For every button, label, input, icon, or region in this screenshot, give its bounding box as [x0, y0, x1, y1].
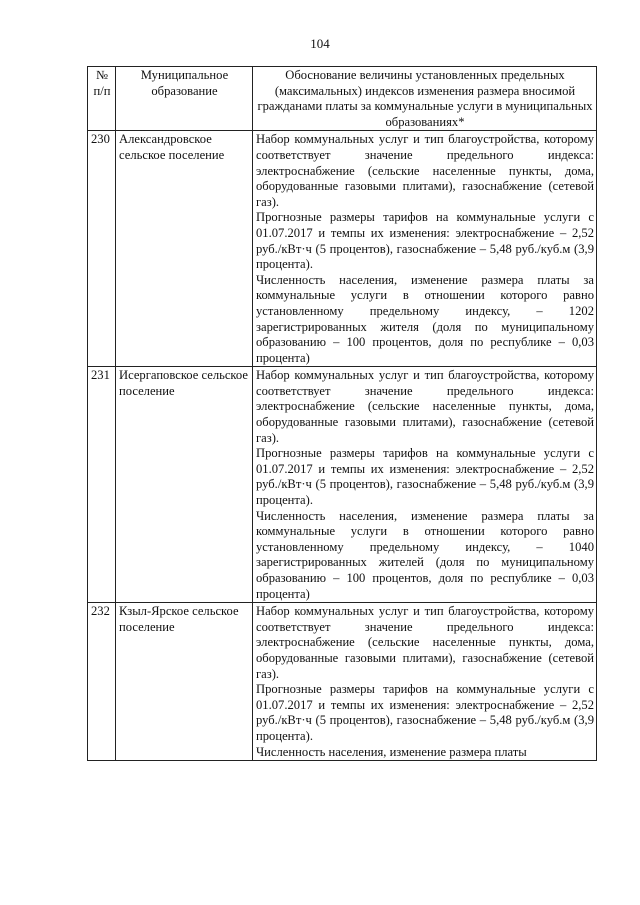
rationale-tariffs: Прогнозные размеры тарифов на коммунальные услуги с 01.07.2017 и темпы их изменения: электроснабжение – 2,52 руб./кВт·ч (5 процентов), газоснабжение – 5,48 руб./куб.м (3,9 процента). — [256, 446, 594, 508]
rationale-population: Численность населения, изменение размера платы за коммунальные услуги в отношении которого равно установленному предельному индексу, – 1040 зарегистрированных жителей (доля по муниципальному образованию – 100 процентов, доля по республике – 0,03 процента) — [256, 508, 594, 601]
rationale-services: Набор коммунальных услуг и тип благоустройства, которому соответствует значение предельного индекса: электроснабжение (сельские населенные пункты, дома, оборудованные газовыми плитами), газоснабжение (сетевой газ). — [256, 368, 594, 445]
page-number: 104 — [310, 36, 330, 51]
row-number: 231 — [88, 367, 116, 603]
table-row — [88, 367, 597, 603]
header-municipality: Муниципальное образование — [116, 67, 253, 131]
rationale-tariffs: Прогнозные размеры тарифов на коммунальные услуги с 01.07.2017 и темпы их изменения: электроснабжение – 2,52 руб./кВт·ч (5 процентов), газоснабжение – 5,48 руб./куб.м (3,9 процента). — [256, 682, 594, 743]
header-number: № п/п — [88, 67, 116, 131]
rationale-services: Набор коммунальных услуг и тип благоустройства, которому соответствует значение предельного индекса: электроснабжение (сельские населенные пункты, дома, оборудованные газовыми плитами), газоснабжение (сетевой газ). — [256, 132, 594, 209]
row-municipality: Кзыл-Ярское сельское поселение — [116, 603, 253, 761]
rationale-services: Набор коммунальных услуг и тип благоустройства, которому соответствует значение предельного индекса: электроснабжение (сельские населенные пункты, дома, оборудованные газовыми плитами), газоснабжение (сетевой газ). — [256, 604, 594, 681]
row-number: 232 — [88, 603, 116, 761]
rationale-population: Численность населения, изменение размера платы за коммунальные услуги в отношении которого равно установленному предельному индексу, – 1202 зарегистрированных жителя (доля по муниципальному образованию – 100 процентов, доля по республике – 0,03 процента) — [256, 272, 594, 365]
header-rationale: Обоснование величины установленных предельных (максимальных) индексов изменения размера вносимой гражданами платы за коммунальные услуги в муниципальных образованиях* — [253, 67, 597, 131]
row-number: 230 — [88, 131, 116, 367]
tariff-table — [87, 66, 597, 761]
row-rationale — [253, 603, 597, 761]
table-row — [88, 131, 597, 367]
rationale-population: Численность населения, изменение размера платы — [256, 744, 527, 759]
rationale-tariffs: Прогнозные размеры тарифов на коммунальные услуги с 01.07.2017 и темпы их изменения: электроснабжение – 2,52 руб./кВт·ч (5 процентов), газоснабжение – 5,48 руб./куб.м (3,9 процента). — [256, 210, 594, 272]
table-header-row — [88, 67, 597, 131]
table-row — [88, 603, 597, 761]
row-rationale — [253, 131, 597, 367]
row-rationale — [253, 367, 597, 603]
row-municipality: Александровское сельское поселение — [116, 131, 253, 367]
row-municipality: Исергаповское сельское поселение — [116, 367, 253, 603]
